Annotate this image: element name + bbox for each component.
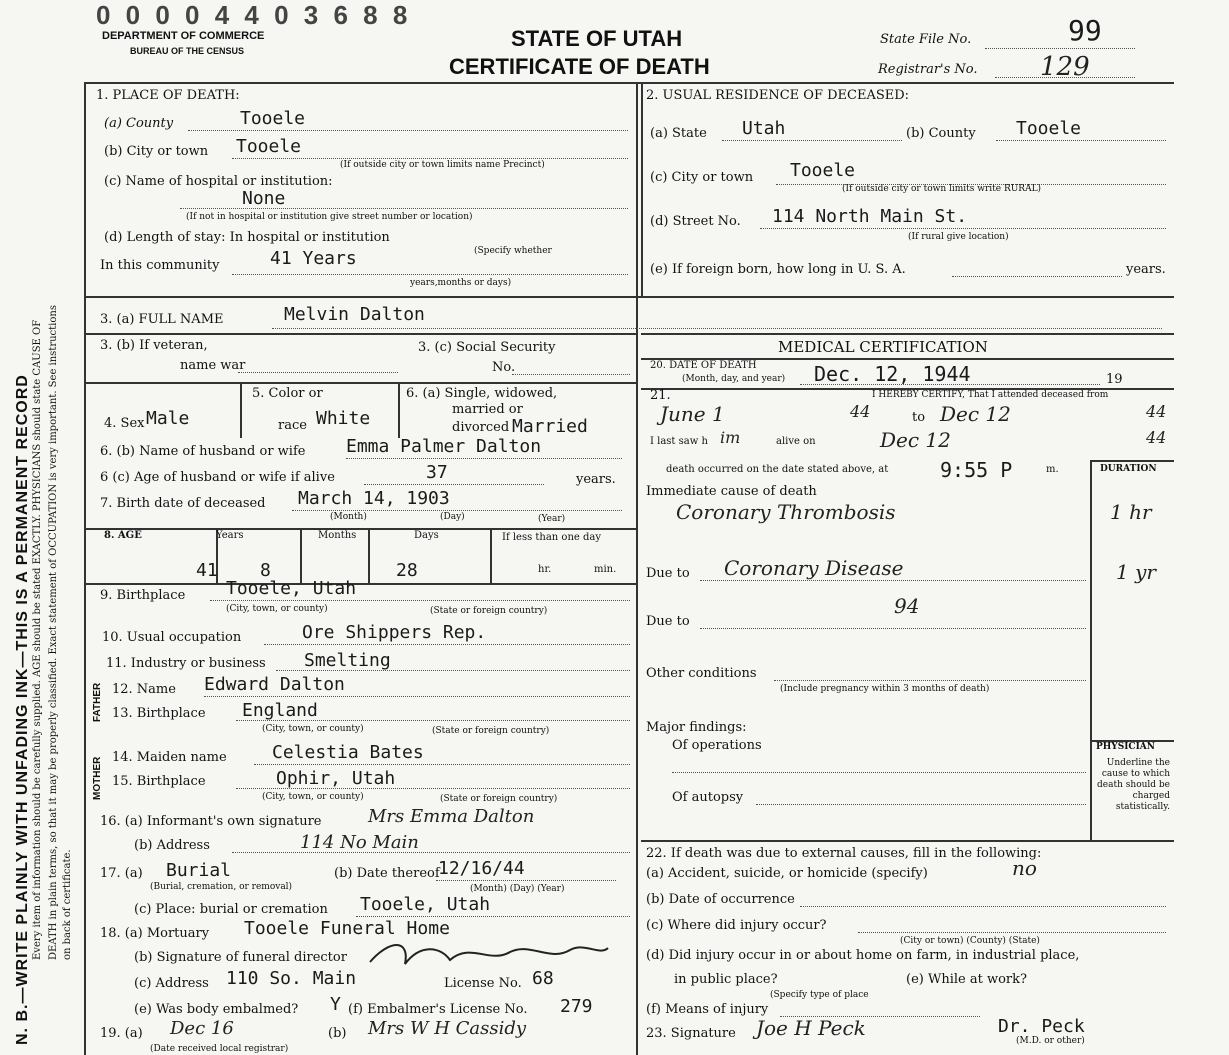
hospital: None (242, 188, 286, 209)
industry: Smelting (304, 650, 391, 671)
state-title: STATE OF UTAH (511, 26, 683, 51)
res-state: Utah (742, 118, 786, 139)
last-saw-label: I last saw h (650, 436, 708, 447)
attended-from-year: 44 (850, 402, 871, 421)
license-label: License No. (444, 976, 522, 991)
registrar-label: Registrar's No. (878, 62, 978, 77)
age-days: 28 (396, 560, 418, 581)
physician-signature: Joe H Peck (756, 1016, 866, 1040)
res-county: Tooele (1016, 118, 1082, 139)
certify-text: I HEREBY CERTIFY, That I attended deceased from (872, 390, 1109, 400)
death-city: Tooele (236, 136, 302, 157)
informant-address-label: (b) Address (134, 838, 210, 853)
burial-date: 12/16/44 (438, 858, 525, 879)
birthplace-label: 9. Birthplace (100, 588, 186, 603)
res-county-label: (b) County (906, 126, 976, 141)
death-city-note: (If outside city or town limits name Precinct) (340, 160, 545, 170)
burial-place-label: (c) Place: burial or cremation (134, 902, 328, 917)
specify-place-note: (Specify type of place (770, 990, 869, 1000)
home-label: (d) Did injury occur in or about home on farm, in industrial place, (646, 948, 1080, 963)
immediate-cause: Coronary Thrombosis (676, 500, 896, 524)
cert-number: 21. (650, 388, 671, 403)
ss-no-label: No. (492, 360, 516, 375)
name-war-label: name war (180, 358, 246, 373)
res-street-label: (d) Street No. (650, 214, 741, 229)
community: 41 Years (270, 248, 357, 269)
license-number: 68 (532, 968, 554, 989)
length-of-stay-label: (d) Length of stay: In hospital or institution (104, 230, 390, 245)
informant-signature: Mrs Emma Dalton (368, 806, 535, 827)
informant-address: 114 No Main (300, 832, 419, 853)
autopsy-label: Of autopsy (672, 790, 744, 805)
birth-year-note: (Year) (538, 514, 566, 524)
other-conditions-note: (Include pregnancy within 3 months of death) (780, 684, 990, 694)
res-city-label: (c) City or town (650, 170, 754, 185)
foreign-years: years. (1126, 262, 1166, 277)
received-date: Dec 16 (170, 1018, 234, 1039)
ymd-note: years,months or days) (410, 278, 512, 288)
dod-sub: (Month, day, and year) (682, 374, 786, 384)
burial-date-label: (b) Date thereof (334, 866, 440, 881)
attended-to: Dec 12 (940, 402, 1011, 426)
full-name: Melvin Dalton (284, 304, 425, 325)
major-findings-label: Major findings: (646, 720, 747, 735)
attended-to-year: 44 (1146, 402, 1167, 421)
registrar-number: 129 (1040, 52, 1090, 82)
physician-note: Underline the cause to which death should be charged statistically. (1097, 758, 1170, 812)
mortuary: Tooele Funeral Home (244, 918, 450, 939)
alive-on-label: alive on (776, 436, 816, 447)
signature-label: 23. Signature (646, 1026, 736, 1041)
industry-label: 11. Industry or business (106, 656, 266, 671)
informant-label: 16. (a) Informant's own signature (100, 814, 322, 829)
last-saw-date: Dec 12 (880, 428, 951, 452)
father-birthplace-label: 13. Birthplace (112, 706, 206, 721)
immediate-duration: 1 hr (1110, 500, 1152, 524)
external-causes-label: 22. If death was due to external causes, fill in the following: (646, 846, 1042, 861)
state-file-number: 99 (1068, 14, 1102, 47)
certificate-title: CERTIFICATE OF DEATH (449, 54, 710, 79)
marital-label-2: married or (452, 402, 523, 417)
foreign-born-label: (e) If foreign born, how long in U. S. A. (650, 262, 906, 277)
burial: Burial (166, 860, 232, 881)
date-of-death: Dec. 12, 1944 (814, 362, 971, 386)
last-saw-him: im (720, 428, 741, 447)
father-bp-state-note: (State or foreign country) (432, 726, 550, 736)
occupation: Ore Shippers Rep. (302, 622, 487, 643)
spouse-label: 6. (b) Name of husband or wife (100, 444, 306, 459)
accident: no (1012, 856, 1037, 880)
due-to-2-mark: 94 (894, 594, 920, 618)
department: DEPARTMENT OF COMMERCE (102, 30, 265, 42)
res-street-note: (If rural give location) (908, 232, 1009, 242)
margin-warning: N. B.—WRITE PLAINLY WITH UNFADING INK—THIS IS A PERMANENT RECORD (14, 374, 31, 1045)
mother-birthplace-label: 15. Birthplace (112, 774, 206, 789)
mother-tag: MOTHER (92, 756, 103, 800)
dod-label: 20. DATE OF DEATH (650, 360, 757, 371)
mother-name-label: 14. Maiden name (112, 750, 227, 765)
social-security-label: 3. (c) Social Security (418, 340, 556, 355)
spouse-age-label: 6 (c) Age of husband or wife if alive (100, 470, 335, 485)
mother-birthplace: Ophir, Utah (276, 768, 396, 789)
accident-label: (a) Accident, suicide, or homicide (specify) (646, 866, 928, 881)
age-months: 8 (260, 560, 271, 581)
birth-date: March 14, 1903 (298, 488, 450, 509)
received-b-label: (b) (328, 1026, 347, 1041)
father-bp-city-note: (City, town, or county) (262, 724, 364, 734)
age-min: min. (594, 564, 617, 575)
mortuary-address-label: (c) Address (134, 976, 209, 991)
mother-bp-state-note: (State or foreign country) (440, 794, 558, 804)
spouse-age: 37 (426, 462, 448, 483)
where-note: (City or town) (County) (State) (900, 936, 1040, 946)
birthplace-state-note: (State or foreign country) (430, 606, 548, 616)
dod-nineteen: 19 (1106, 372, 1123, 387)
hospital-note: (If not in hospital or institution give street number or location) (186, 212, 473, 222)
divorced-label: divorced (452, 420, 510, 435)
race-label: race (278, 418, 307, 433)
death-county: Tooele (240, 108, 306, 129)
father-name-label: 12. Name (112, 682, 176, 697)
death-city-label: (b) City or town (104, 144, 209, 159)
margin-instructions-2: DEATH in plain terms, so that it may be properly classified. Exact statement of OCCUPATION is very important. See instructions (48, 305, 59, 960)
burial-label: 17. (a) (100, 866, 143, 881)
due-to-1: Coronary Disease (724, 556, 904, 580)
full-name-label: 3. (a) FULL NAME (100, 312, 224, 327)
age-years: 41 (196, 560, 218, 581)
due-to-1-duration: 1 yr (1116, 560, 1156, 584)
birthplace: Tooele, Utah (226, 578, 357, 599)
father-birthplace: England (242, 700, 318, 721)
mortuary-address: 110 So. Main (226, 968, 357, 989)
received-note: (Date received local registrar) (150, 1044, 289, 1054)
occurrence-label: (b) Date of occurrence (646, 892, 795, 907)
operations-label: Of operations (672, 738, 762, 753)
physician-head: PHYSICIAN (1096, 742, 1155, 752)
due-to-2-label: Due to (646, 614, 690, 629)
age-less-head: If less than one day (502, 532, 601, 543)
birth-month-note: (Month) (330, 512, 367, 522)
birthplace-city-note: (City, town, or county) (226, 604, 328, 614)
burial-place: Tooele, Utah (360, 894, 491, 915)
sex-label: 4. Sex (104, 416, 145, 431)
embalmer-license-label: (f) Embalmer's License No. (348, 1002, 528, 1017)
marital-status: Married (512, 416, 588, 437)
embalmed: Y (330, 994, 341, 1015)
while-at-work-label: (e) While at work? (906, 972, 1027, 987)
state-file-label: State File No. (880, 32, 972, 47)
other-conditions-label: Other conditions (646, 666, 757, 681)
marital-label: 6. (a) Single, widowed, (406, 386, 558, 401)
place-of-death-title: 1. PLACE OF DEATH: (96, 88, 240, 103)
bureau: BUREAU OF THE CENSUS (130, 46, 245, 56)
medical-title: MEDICAL CERTIFICATION (778, 338, 988, 356)
doctor-name: Dr. Peck (998, 1016, 1085, 1037)
margin-instructions-3: on back of certificate. (62, 849, 73, 960)
occupation-label: 10. Usual occupation (102, 630, 242, 645)
immediate-label: Immediate cause of death (646, 484, 817, 499)
funeral-director-label: (b) Signature of funeral director (134, 950, 347, 965)
where-label: (c) Where did injury occur? (646, 918, 827, 933)
spouse: Emma Palmer Dalton (346, 436, 542, 457)
time-of-death: 9:55 P (940, 458, 1013, 482)
race: White (316, 408, 371, 429)
res-city-note: (If outside city or town limits write RURAL) (842, 184, 1042, 194)
age-label: 8. AGE (104, 530, 142, 541)
age-hr: hr. (538, 564, 552, 575)
burial-date-note: (Month) (Day) (Year) (470, 884, 565, 894)
specify-whether: (Specify whether (474, 246, 552, 256)
duration-head: DURATION (1100, 464, 1157, 474)
father-name: Edward Dalton (204, 674, 345, 695)
to-label: to (912, 410, 926, 425)
margin-instructions-1: Every item of information should be carefully supplied. AGE should be stated EXACTLY. PHYSICIANS should state CAUSE OF (32, 319, 43, 960)
father-tag: FATHER (92, 682, 103, 722)
community-label: In this community (100, 258, 220, 273)
occurred-label: death occurred on the date stated above, at (666, 464, 889, 475)
mortuary-label: 18. (a) Mortuary (100, 926, 210, 941)
spouse-years: years. (576, 472, 616, 487)
res-state-label: (a) State (650, 126, 707, 141)
serial-number: 0 0 0 0 4 4 0 3 6 8 8 (96, 0, 412, 30)
color-label: 5. Color or (252, 386, 323, 401)
age-years-head: Years (216, 530, 244, 541)
birth-date-label: 7. Birth date of deceased (100, 496, 266, 511)
public-place-label: in public place? (674, 972, 778, 987)
md-or-other: (M.D. or other) (1016, 1036, 1085, 1046)
birth-day-note: (Day) (440, 512, 465, 522)
attended-from: June 1 (660, 402, 725, 426)
sex: Male (146, 408, 190, 429)
res-city: Tooele (790, 160, 856, 181)
due-to-1-label: Due to (646, 566, 690, 581)
residence-title: 2. USUAL RESIDENCE OF DECEASED: (646, 88, 910, 103)
mother-bp-city-note: (City, town, or county) (262, 792, 364, 802)
age-days-head: Days (414, 530, 439, 541)
funeral-director-signature (360, 934, 610, 974)
age-months-head: Months (318, 530, 357, 541)
death-county-label: (a) County (104, 116, 174, 131)
means-of-injury-label: (f) Means of injury (646, 1002, 769, 1017)
burial-note: (Burial, cremation, or removal) (150, 882, 293, 892)
embalmer-license: 279 (560, 996, 593, 1017)
received-label: 19. (a) (100, 1026, 143, 1041)
last-saw-year: 44 (1146, 428, 1167, 447)
res-street: 114 North Main St. (772, 206, 968, 227)
registrar-signature: Mrs W H Cassidy (368, 1018, 527, 1039)
time-m: m. (1046, 464, 1059, 475)
veteran-label: 3. (b) If veteran, (100, 338, 208, 353)
hospital-label: (c) Name of hospital or institution: (104, 174, 333, 189)
mother-name: Celestia Bates (272, 742, 424, 763)
embalmed-label: (e) Was body embalmed? (134, 1002, 299, 1017)
